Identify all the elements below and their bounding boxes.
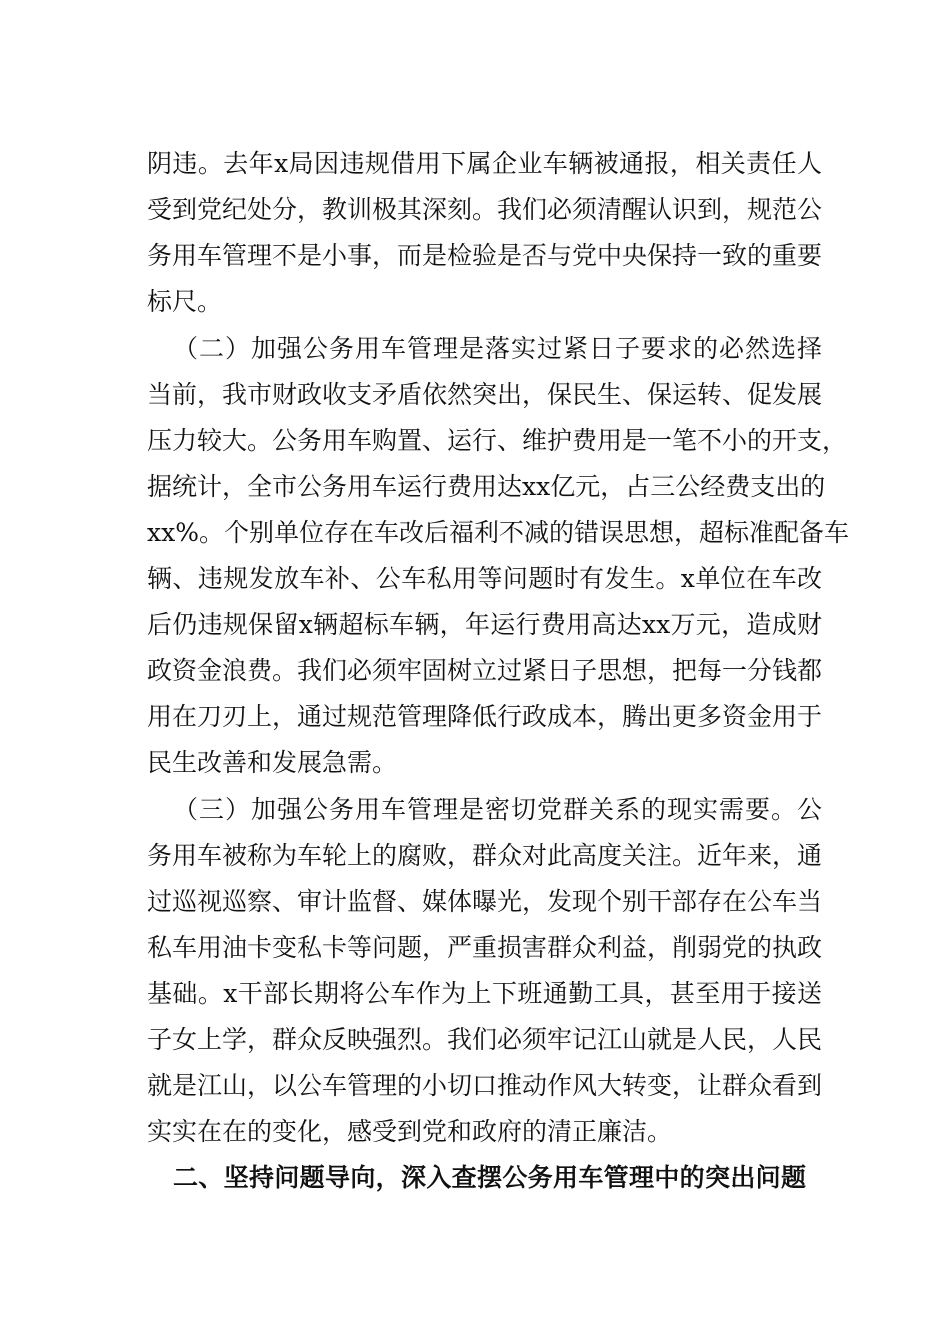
- text-line: 就是江山，以公车管理的小切口推动作风大转变，让群众看到: [147, 1071, 823, 1100]
- text-line: 阴违。去年x局因违规借用下属企业车辆被通报，相关责任人: [147, 149, 822, 178]
- text-line: 用在刀刃上，通过规范管理降低行政成本，腾出更多资金用于: [147, 702, 823, 731]
- text-line: 辆、违规发放车补、公车私用等问题时有发生。x单位在车改: [147, 564, 822, 593]
- text-line: 私车用油卡变私卡等问题，严重损害群众利益，削弱党的执政: [147, 933, 823, 962]
- text-line: 务用车管理不是小事，而是检验是否与党中央保持一致的重要: [147, 241, 823, 270]
- text-line: 民生改善和发展急需。: [147, 748, 398, 777]
- text-line: 据统计，全市公务用车运行费用达xx亿元，占三公经费支出的: [147, 472, 826, 501]
- text-line: 务用车被称为车轮上的腐败，群众对此高度关注。近年来，通: [147, 841, 823, 870]
- text-line: 政资金浪费。我们必须牢固树立过紧日子思想，把每一分钱都: [147, 656, 823, 685]
- text-line: 基础。x干部长期将公车作为上下班通勤工具，甚至用于接送: [147, 979, 822, 1008]
- section-heading: 二、坚持问题导向，深入查摆公务用车管理中的突出问题: [173, 1163, 806, 1192]
- text-line: xx%。个别单位存在车改后福利不减的错误思想，超标准配备车: [147, 518, 849, 547]
- paragraph-heading: （三）加强公务用车管理是密切党群关系的现实需要。公: [173, 795, 822, 824]
- text-line: 子女上学，群众反映强烈。我们必须牢记江山就是人民，人民: [147, 1025, 823, 1054]
- text-line: 后仍违规保留x辆超标车辆，年运行费用高达xx万元，造成财: [147, 610, 822, 639]
- paragraph-heading: （二）加强公务用车管理是落实过紧日子要求的必然选择: [173, 334, 822, 363]
- text-line: 当前，我市财政收支矛盾依然突出，保民生、保运转、促发展: [147, 380, 823, 409]
- text-line: 受到党纪处分，教训极其深刻。我们必须清醒认识到，规范公: [147, 195, 823, 224]
- text-line: 压力较大。公务用车购置、运行、维护费用是一笔不小的开支，: [147, 426, 848, 455]
- text-line: 过巡视巡察、审计监督、媒体曝光，发现个别干部存在公车当: [147, 887, 823, 916]
- text-line: 标尺。: [147, 287, 223, 316]
- text-line: 实实在在的变化，感受到党和政府的清正廉洁。: [147, 1117, 673, 1146]
